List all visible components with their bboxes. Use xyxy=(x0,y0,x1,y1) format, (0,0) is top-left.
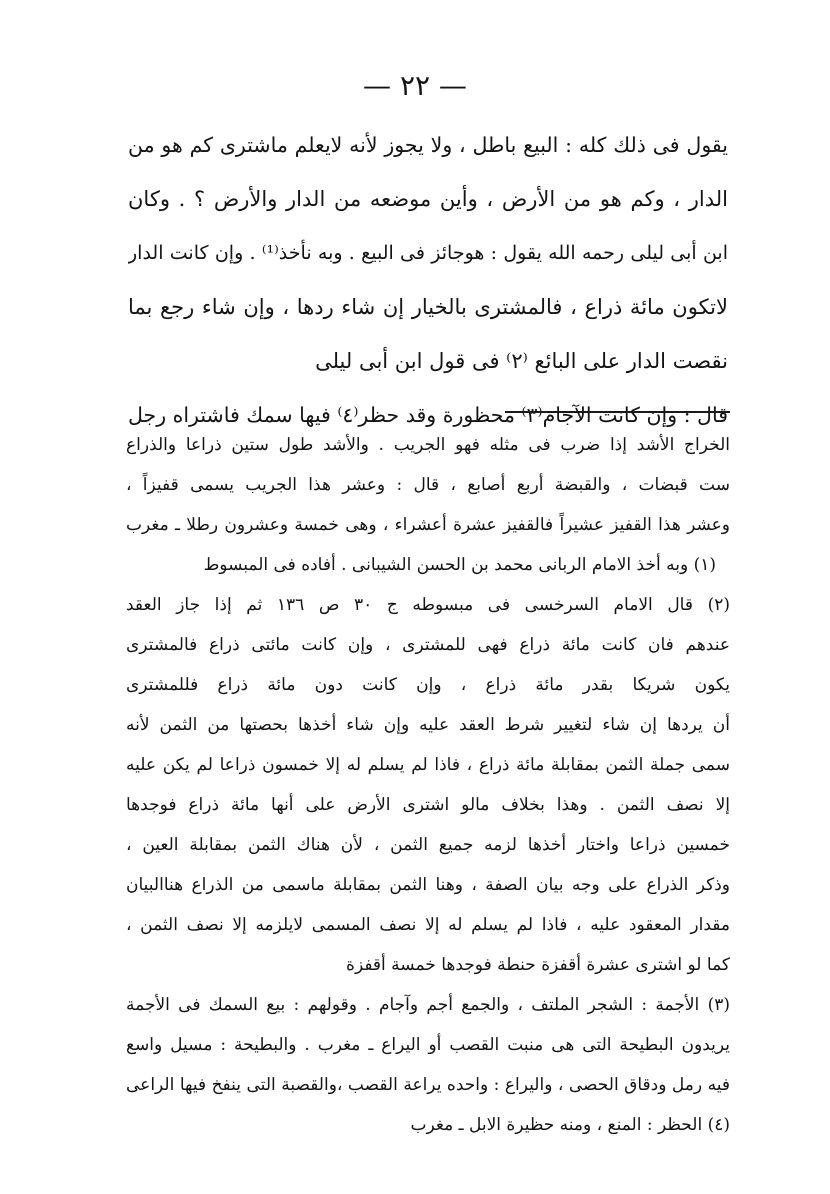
footnote-line: يكون شريكا بقدر مائة ذراع ، وإن كانت دون مائة ذراع فللمشترى xyxy=(126,675,730,695)
main-text-line: الدار ، وكم هو من الأرض ، وأين موضعه من الدار والأرض ؟ . وكان xyxy=(128,187,728,211)
footnotes xyxy=(126,425,730,1145)
footnote-line: وذكر الذراع على وجه بيان الصفة ، وهنا الثمن بمقابلة ماسمى من الذراع هناالبيان xyxy=(126,875,730,895)
footnote-line: الخراج الأشد إذا ضرب فى مثله فهو الجريب . والأشد طول ستين ذراعا والذراع xyxy=(126,435,730,455)
footnote-line: يريدون البطيحة التى هى منبت القصب أو اليراع ـ مغرب . والبطيحة : مسيل واسع xyxy=(126,1035,730,1055)
footnote-2: (٢) قال الامام السرخسى فى مبسوطه ج ٣٠ ص ١٣٦ ثم إذا جاز العقد xyxy=(126,595,730,615)
footnote-line: وعشر هذا القفيز عشيراً فالقفيز عشرة أعشراء ، وهى خمسة وعشرون رطلا ـ مغرب xyxy=(126,515,730,535)
footnote-line: فيه رمل ودقاق الحصى ، واليراع : واحده يراعة القصب ،والقصبة التى ينفخ فيها الراعى xyxy=(126,1075,730,1095)
page-number: — ٢٢ — xyxy=(363,69,467,102)
footnote-line: أن يردها إن شاء لتغيير شرط العقد عليه وإن شاء أخذها بحصتها من الثمن لأنه xyxy=(126,715,730,735)
footnote-4: (٤) الحظر : المنع ، ومنه حظيرة الابل ـ مغرب xyxy=(410,1115,730,1135)
footnote-1: (١) وبه أخذ الامام الربانى محمد بن الحسن الشيبانى . أفاده فى المبسوط xyxy=(203,555,716,575)
footnote-line: عندهم فان كانت مائة ذراع فهى للمشترى ، وإن كانت مائتى ذراع فالمشترى xyxy=(126,635,730,655)
footnote-line: إلا نصف الثمن . وهذا بخلاف مالو اشترى الأرض على أنها مائة ذراع فوجدها xyxy=(126,795,730,815)
footnote-line: كما لو اشترى عشرة أقفزة حنطة فوجدها خمسة أقفزة xyxy=(346,955,730,975)
main-text-line: قال : وإن كانت الآجام⁽٣⁾ محظورة وقد حظر⁽٤⁾ فيها سمك فاشتراه رجل xyxy=(128,403,728,427)
main-text-line: لاتكون مائة ذراع ، فالمشترى بالخيار إن شاء ردها ، وإن شاء رجع بما xyxy=(128,295,728,319)
footnote-line: سمى جملة الثمن بمقابلة مائة ذراع ، فاذا لم يسلم له إلا خمسون ذراعا لم يكن عليه xyxy=(126,755,730,775)
main-text-line: يقول فى ذلك كله : البيع باطل ، ولا يجوز لأنه لايعلم ماشترى كم هو من xyxy=(128,133,728,157)
main-text-line: نقصت الدار على البائع ⁽٢⁾ فى قول ابن أبى ليلى xyxy=(315,349,728,373)
footnote-3: (٣) الأجمة : الشجر الملتف ، والجمع أجم وآجام . وقولهم : بيع السمك فى الأجمة xyxy=(126,995,730,1015)
footnote-line: مقدار المعقود عليه ، فاذا لم يسلم له إلا نصف المسمى لايلزمه إلا نصف الثمن ، xyxy=(126,915,730,935)
footnote-divider xyxy=(505,411,730,413)
main-text-line: ابن أبى ليلى رحمه الله يقول : هوجائز فى البيع . وبه نأخذ⁽¹⁾ . وإن كانت الدار xyxy=(128,242,728,264)
main-text xyxy=(128,118,728,442)
footnote-line: خمسين ذراعا واختار أخذها لزمه جميع الثمن ، لأن هناك الثمن بمقابلة العين ، xyxy=(126,835,730,855)
footnote-line: ست قبضات ، والقبضة أربع أصابع ، قال : وعشر هذا الجريب يسمى قفيزاً ، xyxy=(126,475,730,495)
